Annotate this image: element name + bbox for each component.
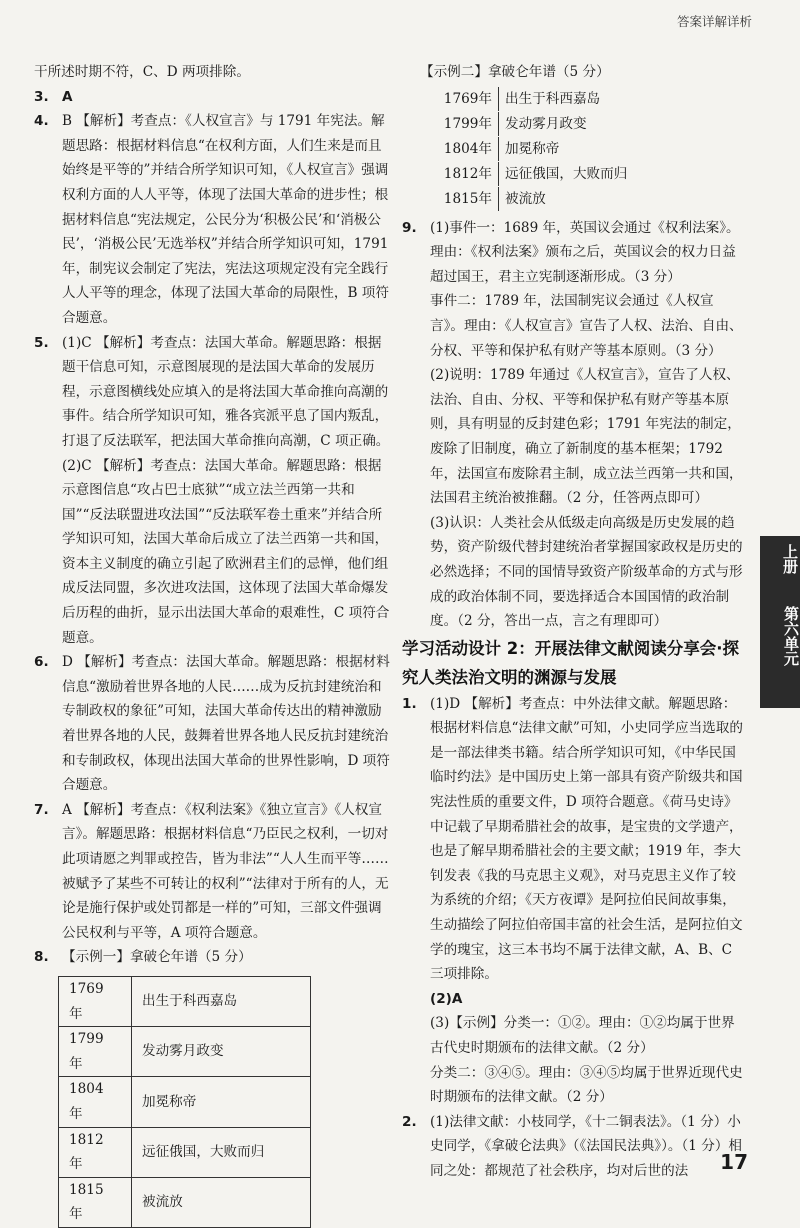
- answer-2: [402, 1110, 745, 1184]
- timeline-row: [428, 137, 745, 162]
- question-9-text: (1)事件一：1689 年，英国议会通过《权利法案》。理由：《权利法案》颁布之后，英国议会的权力日益超过国王，君主立宪制逐渐形成。（3 分）: [430, 219, 740, 285]
- question-3: [34, 85, 392, 110]
- header-title: 答案详解详析: [676, 14, 752, 29]
- question-6-text: D 【解析】考查点：法国大革命。解题思路：根据材料信息“激励着世界各地的人民……成为反抗封建统治和专制政权的象征”可知，法国大革命传达出的精神激励着世界各地的人民，鼓舞着世界各地人民反抗封建统治和专制政权，体现出法国大革命的世界性影响，D 项符合题意。: [62, 654, 390, 794]
- question-5-text: (1)C 【解析】考查点：法国大革命。解题思路：根据题干信息可知，示意图展现的是法国大革命的发展历程，示意图横线处应填入的是将法国大革命推向高潮的事件。结合所学知识可知，雅各宾派平息了国内叛乱，打退了反法联军，把法国大革命推向高潮，C 项正确。: [62, 334, 390, 449]
- table-row: [59, 1177, 311, 1227]
- side-tab-volume: 上册: [781, 544, 799, 574]
- question-5: [34, 331, 392, 651]
- timeline-row: [428, 87, 745, 112]
- question-9-number: 9.: [402, 219, 417, 236]
- activity-heading: 学习活动设计 2：开展法律文献阅读分享会·探究人类法治文明的渊源与发展: [402, 638, 739, 687]
- question-3-number: 3.: [34, 88, 49, 105]
- table-event: 远征俄国，大败而归: [132, 1127, 311, 1177]
- question-5-part2: (2)C 【解析】考查点：法国大革命。解题思路：根据示意图信息“攻占巴士底狱”“成立法兰西第一共和国”“反法联盟进攻法国”“反法联军卷土重来”并结合所学知识可知，法国大革命后成立了法兰西第一共和国，资本主义制度的确立引起了欧洲君主们的忌惮，他们组成反法同盟，多次进攻法国，这体现了法国大革命爆发后历程的曲折，显示出法国大革命的艰难性，C 项符合题意。: [62, 457, 390, 646]
- table-event: 出生于科西嘉岛: [132, 976, 311, 1026]
- answer-1-part-d: 分类二：③④⑤。理由：③④⑤均属于世界近现代史时期颁布的法律文献。（2 分）: [430, 1064, 743, 1106]
- answer-1-text: (1)D 【解析】考查点：中外法律文献。解题思路：根据材料信息“法律文献”可知，小史同学应当选取的是一部法律类书籍。结合所学知识可知，《中华民国临时约法》是中国历史上第一部具有资产阶级共和国宪法性质的重要文件，D 项符合题意。《荷马史诗》中记载了早期希腊社会的故事，是宝贵的文学遗产，也是了解早期希腊社会的主要文献；1919 年，李大钊发表《我的马克思主义观》，对马克思主义作了较为系统的介绍；《天方夜谭》是阿拉伯民间故事集，生动描绘了阿拉伯帝国丰富的社会生活，是阿拉伯文学的瑰宝，这三本书均不属于法律文献，A、B、C 三项排除。: [430, 695, 743, 983]
- table-year: 1804 年: [59, 1077, 132, 1127]
- timeline-row: [428, 187, 745, 212]
- table-row: [59, 976, 311, 1026]
- question-9-part-d: (3)认识：人类社会从低级走向高级是历史发展的趋势，资产阶级代替封建统治者掌握国家政权是历史的必然选择；不同的国情导致资产阶级革命的方式与形成的政治体制不同，要选择适合本国国情的政治制度。（2 分，答出一点，言之有理即可）: [430, 514, 743, 630]
- question-6: [34, 650, 392, 798]
- napoleon-table: [58, 976, 311, 1228]
- left-column: [34, 60, 392, 1228]
- question-4-text: B 【解析】考查点：《人权宣言》与 1791 年宪法。解题思路：根据材料信息“在权利方面，人们生来是而且始终是平等的”并结合所学知识可知，《人权宣言》强调权利方面的人人平等，体现了法国大革命的进步性；根据材料信息“宪法规定，公民分为‘积极公民’和‘消极公民’，‘消极公民’无选举权”并结合所学知识可知，1791 年，制宪议会制定了宪法，宪法这项规定没有完全践行人人平等的理念，体现了法国大革命的局限性，B 项符合题意。: [62, 113, 389, 326]
- question-7-number: 7.: [34, 801, 49, 818]
- example-2-title: 【示例二】拿破仑年谱（5 分）: [420, 64, 610, 80]
- answer-2-number: 2.: [402, 1113, 417, 1130]
- question-8: [34, 945, 392, 970]
- timeline-year: 1815年: [428, 187, 499, 212]
- question-5-number: 5.: [34, 334, 49, 351]
- table-year: 1815 年: [59, 1177, 132, 1227]
- timeline-event: 远征俄国，大败而归: [505, 165, 628, 182]
- table-row: [59, 1077, 311, 1127]
- timeline-year: 1804年: [428, 137, 499, 162]
- table-row: [59, 1027, 311, 1077]
- timeline-year: 1812年: [428, 162, 499, 187]
- left-line-0: 干所述时期不符，C、D 两项排除。: [34, 64, 250, 80]
- side-tab: [760, 536, 800, 708]
- question-4-number: 4.: [34, 113, 49, 130]
- question-6-number: 6.: [34, 654, 49, 671]
- table-event: 发动雾月政变: [132, 1027, 311, 1077]
- table-year: 1812 年: [59, 1127, 132, 1177]
- question-8-text: 【示例一】拿破仑年谱（5 分）: [62, 949, 252, 966]
- timeline-year: 1799年: [428, 112, 499, 137]
- page-number: 17: [720, 1150, 748, 1174]
- right-column: [402, 60, 745, 1184]
- timeline-event: 出生于科西嘉岛: [505, 90, 601, 107]
- question-9-part-c: (2)说明：1789 年通过《人权宣言》，宣告了人权、法治、自由、分权、平等和保护私有财产等基本原则，具有明显的反封建色彩；1791 年宪法的制定，废除了旧制度，确立了新制度的基本框架；1792 年，法国宣布废除君主制，成立法兰西第一共和国，法国君主统治被推翻。（2 分，任答两点即可）: [430, 367, 743, 507]
- question-4: [34, 109, 392, 330]
- table-event: 被流放: [132, 1177, 311, 1227]
- table-row: [59, 1127, 311, 1177]
- table-event: 加冕称帝: [132, 1077, 311, 1127]
- timeline-row: [428, 162, 745, 187]
- side-tab-unit: 第六单元: [782, 606, 800, 666]
- question-7: [34, 798, 392, 946]
- answer-1: [402, 692, 745, 1110]
- answer-1-number: 1.: [402, 695, 417, 712]
- table-year: 1799 年: [59, 1027, 132, 1077]
- question-9: [402, 216, 745, 634]
- timeline-event: 加冕称帝: [505, 140, 560, 157]
- table-year: 1769 年: [59, 976, 132, 1026]
- timeline-row: [428, 112, 745, 137]
- question-3-text: A: [62, 88, 73, 105]
- answer-2-text: (1)法律文献：小枝同学，《十二铜表法》。（1 分）小史同学，《拿破仑法典》（《法国民法典》）。（1 分）相同之处：都规范了社会秩序，均对后世的法: [430, 1113, 743, 1179]
- timeline-event: 被流放: [505, 190, 546, 207]
- napoleon-timeline: [428, 87, 745, 212]
- timeline-year: 1769年: [428, 87, 499, 112]
- timeline-event: 发动雾月政变: [505, 115, 587, 132]
- answer-1-part-b: (2)A: [430, 990, 463, 1007]
- question-8-number: 8.: [34, 949, 49, 966]
- answer-1-part-c: (3)【示例】分类一：①②。理由：①②均属于世界古代史时期颁布的法律文献。（2 分）: [430, 1015, 735, 1056]
- question-7-text: A 【解析】考查点：《权利法案》《独立宣言》《人权宣言》。解题思路：根据材料信息“乃臣民之权利，一切对此项请愿之判罪或控告，皆为非法”“人人生而平等……被赋予了某些不可转让的权利”“法律对于所有的人，无论是施行保护或处罚都是一样的”可知，三部文件强调公民权利与平等，A 项符合题意。: [62, 801, 389, 941]
- question-9-part-b: 事件二：1789 年，法国制宪议会通过《人权宣言》。理由：《人权宣言》宣告了人权、法治、自由、分权、平等和保护私有财产等基本原则。（3 分）: [430, 293, 743, 359]
